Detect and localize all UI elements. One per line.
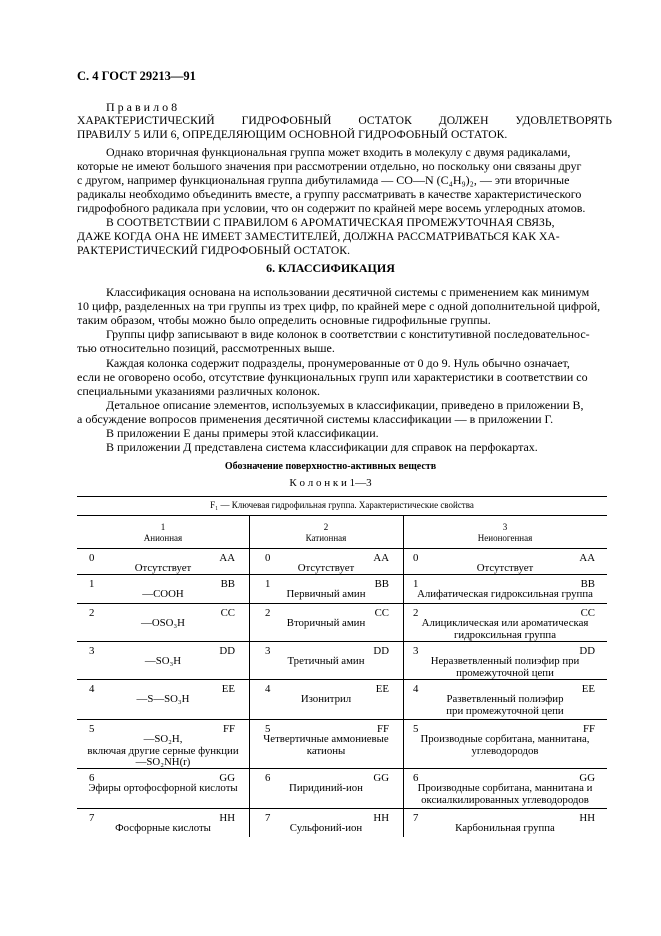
cell-text: —SO₂H,	[143, 733, 183, 745]
classification-table	[77, 496, 607, 837]
columns-caption: К о л о н к и 1—3	[289, 477, 372, 489]
row-code: FF	[582, 723, 595, 735]
cell-text: Четвертичные аммониевые	[263, 733, 389, 745]
row-number: 2	[413, 607, 419, 619]
row-code: GG	[219, 772, 235, 784]
table-header: F₁ — Ключевая гидрофильная группа. Характеристические свойства	[210, 500, 474, 510]
row-code: AA	[219, 552, 235, 564]
cell-text: —SO₃H	[144, 655, 182, 667]
cell-text: Третичный амин	[287, 655, 365, 667]
row-number: 7	[89, 812, 95, 824]
row-number: 5	[413, 723, 419, 735]
cell-text: Неразветвленный полиэфир при	[430, 655, 580, 667]
cell-text: Вторичный амин	[286, 617, 366, 629]
row-code: EE	[581, 683, 595, 695]
row-number: 1	[413, 578, 419, 590]
row-number: 3	[413, 645, 419, 657]
row-number: 6	[89, 772, 95, 784]
row-code: EE	[221, 683, 235, 695]
col1-title: Анионная	[143, 533, 183, 543]
row-code: HH	[373, 812, 389, 824]
rule-label: П р а в и л о 8	[106, 100, 178, 114]
row-number: 7	[413, 812, 419, 824]
para7: В приложении Е даны примеры этой классификации.	[106, 426, 379, 440]
row-code: DD	[373, 645, 389, 657]
row-code: FF	[376, 723, 389, 735]
para5-line: если не оговорено особо, отсутствие функциональных групп или характеристики в соответствии со	[77, 370, 588, 384]
para2-line: ДАЖЕ КОГДА ОНА НЕ ИМЕЕТ ЗАМЕСТИТЕЛЕЙ, ДОЛЖНА РАССМАТРИВАТЬСЯ КАК ХА-	[77, 230, 560, 243]
cell-text: Первичный амин	[286, 588, 366, 600]
cell-text: Производные сорбитана, маннитана,	[420, 733, 590, 745]
cell-text: Разветвленный полиэфир	[446, 693, 564, 705]
table-rule	[77, 548, 607, 549]
cell-text: —OSO₃H	[141, 617, 185, 629]
table-rule	[77, 679, 607, 680]
row-number: 4	[89, 683, 95, 695]
para1-line: гидрофобного радикала при условии, что он содержит по крайней мере восемь углеродных атомов.	[77, 201, 586, 215]
rule8-line: ПРАВИЛУ 5 ИЛИ 6, ОПРЕДЕЛЯЮЩИМ ОСНОВНОЙ ГИДРОФОБНЫЙ ОСТАТОК.	[77, 128, 508, 141]
page-header: С. 4 ГОСТ 29213—91	[77, 69, 196, 83]
table-rule	[77, 515, 607, 516]
cell-text: Карбонильная группа	[455, 822, 555, 834]
row-number: 2	[265, 607, 271, 619]
cell-text: катионы	[306, 744, 346, 757]
cell-text: —COOH	[142, 588, 184, 600]
cell-text: —SO₂NH(r)	[135, 756, 191, 768]
para1-line: радикалы необходимо объединить вместе, а группу рассматривать в качестве характеристического	[77, 187, 582, 201]
col2-number: 2	[323, 522, 329, 532]
para3-line: таким образом, чтобы можно было определить основные гидрофильные группы.	[77, 313, 491, 327]
para2-line: РАКТЕРИСТИЧЕСКИЙ ГИДРОФОБНЫЙ ОСТАТОК.	[77, 244, 351, 257]
para1-line: Однако вторичная функциональная группа может входить в молекулу с двумя радикалами,	[106, 145, 571, 159]
row-number: 5	[89, 723, 95, 735]
row-code: DD	[579, 645, 595, 657]
row-code: BB	[374, 578, 389, 590]
col3-number: 3	[502, 522, 508, 532]
row-number: 1	[265, 578, 271, 590]
para1-line: которые не имеют большого значения при рассмотрении отдельно, но поскольку они связаны друг	[77, 159, 582, 173]
para1-line: с другом, например функциональная группа дибутиламида — CO—N (C₄H₉)₂, — эти вторичные	[77, 173, 570, 187]
table-rule	[77, 641, 607, 642]
row-code: AA	[373, 552, 389, 564]
cell-text: Отсутствует	[297, 562, 355, 574]
row-number: 6	[413, 772, 419, 784]
para2-line: В СООТВЕТСТВИИ С ПРАВИЛОМ 6 АРОМАТИЧЕСКАЯ ПРОМЕЖУТОЧНАЯ СВЯЗЬ,	[106, 216, 555, 229]
cell-text: промежуточной цепи	[456, 666, 554, 679]
row-number: 7	[265, 812, 271, 824]
table-rule	[77, 808, 607, 809]
cell-text: Изонитрил	[300, 693, 352, 705]
table-caption: Обозначение поверхностно-активных веществ	[224, 461, 437, 472]
row-code: AA	[579, 552, 595, 564]
cell-text: при промежуточной цепи	[446, 704, 564, 717]
para3-line: Классификация основана на использовании десятичной системы с применением как минимум	[106, 285, 590, 299]
row-number: 0	[413, 552, 419, 564]
table-rule	[77, 603, 607, 604]
row-number: 0	[265, 552, 271, 564]
para8: В приложении Д представлена система классификации для справок на перфокартах.	[106, 440, 538, 454]
table-rule	[77, 496, 607, 497]
cell-text: Алифатическая гидроксильная группа	[417, 588, 593, 600]
cell-text: Отсутствует	[476, 562, 534, 574]
cell-text: Фосфорные кислоты	[115, 822, 211, 834]
col3-title: Неионогенная	[477, 533, 533, 543]
row-code: GG	[373, 772, 389, 784]
row-number: 5	[265, 723, 271, 735]
para6-line: Детальное описание элементов, используемых в классификации, приведено в приложении В,	[106, 398, 584, 412]
row-code: FF	[222, 723, 235, 735]
para5-line: специальными указаниями различных колонок.	[77, 384, 321, 398]
row-code: BB	[220, 578, 235, 590]
cell-text: Эфиры ортофосфорной кислоты	[88, 782, 238, 794]
row-code: HH	[579, 812, 595, 824]
row-code: BB	[580, 578, 595, 590]
row-code: CC	[220, 607, 235, 619]
cell-text: оксиалкилированных углеводородов	[421, 793, 589, 806]
cell-text: включая другие серные функции	[87, 744, 239, 757]
rule8-line: ХАРАКТЕРИСТИЧЕСКИЙ ГИДРОФОБНЫЙ ОСТАТОК ДОЛЖЕН УДОВЛЕТВОРЯТЬ	[77, 114, 612, 127]
cell-text: углеводородов	[471, 744, 539, 757]
row-number: 1	[89, 578, 95, 590]
row-code: DD	[219, 645, 235, 657]
row-code: CC	[580, 607, 595, 619]
cell-text: Пиридиний-ион	[289, 782, 363, 794]
cell-text: Алициклическая или ароматическая	[421, 617, 589, 629]
row-code: HH	[219, 812, 235, 824]
row-number: 3	[89, 645, 95, 657]
col2-title: Катионная	[305, 533, 347, 543]
row-number: 3	[265, 645, 271, 657]
para4-line: Группы цифр записывают в виде колонок в соответствии с конститутивной последовательнос-	[106, 327, 590, 341]
row-number: 0	[89, 552, 95, 564]
para3-line: 10 цифр, разделенных на три группы из трех цифр, по крайней мере с одной дополнительной цифрой,	[77, 299, 601, 313]
para5-line: Каждая колонка содержит подразделы, пронумерованные от 0 до 9. Нуль обычно означает,	[106, 356, 570, 370]
cell-text: гидроксильная группа	[453, 628, 557, 641]
para4-line: тью относительно позиций, рассмотренных выше.	[77, 341, 335, 355]
row-number: 6	[265, 772, 271, 784]
table-rule	[77, 719, 607, 720]
row-code: GG	[579, 772, 595, 784]
para6-line: а обсуждение вопросов применения десятичной системы классификации — в приложении Г.	[77, 412, 554, 426]
row-number: 4	[413, 683, 419, 695]
row-number: 2	[89, 607, 95, 619]
cell-text: Отсутствует	[134, 562, 192, 574]
cell-text: Производные сорбитана, маннитана и	[417, 782, 593, 794]
cell-text: —S—SO₃H	[136, 693, 190, 705]
section-title: 6. КЛАССИФИКАЦИЯ	[266, 261, 395, 275]
row-number: 4	[265, 683, 271, 695]
cell-text: Сульфоний-ион	[289, 822, 363, 834]
row-code: CC	[374, 607, 389, 619]
row-code: EE	[375, 683, 389, 695]
col1-number: 1	[160, 522, 166, 532]
